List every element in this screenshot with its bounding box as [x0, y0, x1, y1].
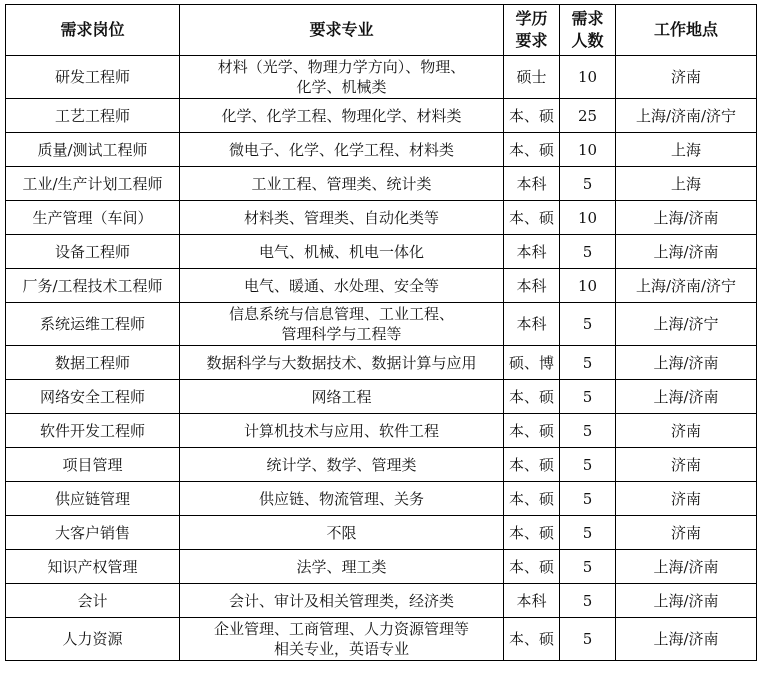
cell-major: [180, 201, 504, 235]
cell-education: 本科: [504, 303, 560, 346]
cell-count: 5: [560, 584, 616, 618]
header-major: 要求专业: [180, 5, 504, 56]
cell-major: [180, 380, 504, 414]
cell-major-line: 企业管理、工商管理、人力资源管理等: [213, 620, 469, 638]
cell-position: 人力资源: [6, 618, 180, 661]
header-location: 工作地点: [616, 5, 757, 56]
table-row: [6, 133, 757, 167]
cell-position: 数据工程师: [6, 346, 180, 380]
cell-location: 济南: [616, 414, 757, 448]
cell-location: 上海: [616, 167, 757, 201]
cell-education: 本科: [504, 235, 560, 269]
cell-count: 25: [560, 99, 616, 133]
cell-position: 会计: [6, 584, 180, 618]
cell-location: 上海/济南: [616, 346, 757, 380]
cell-count: 5: [560, 167, 616, 201]
cell-major-line: 信息系统与信息管理、工业工程、: [228, 305, 454, 323]
cell-major-line: 材料类、管理类、自动化类等: [243, 208, 439, 227]
table-row: [6, 618, 757, 661]
cell-major: [180, 235, 504, 269]
table-row: [6, 201, 757, 235]
cell-location: 上海/济南/济宁: [616, 99, 757, 133]
cell-major: [180, 516, 504, 550]
table-row: [6, 448, 757, 482]
cell-location: 上海/济南: [616, 380, 757, 414]
cell-position: 知识产权管理: [6, 550, 180, 584]
header-row: [6, 5, 757, 56]
cell-position: 网络安全工程师: [6, 380, 180, 414]
cell-major-line: 数据科学与大数据技术、数据计算与应用: [206, 353, 477, 372]
cell-position: 设备工程师: [6, 235, 180, 269]
table-row: [6, 550, 757, 584]
cell-major-line: 工业工程、管理类、统计类: [251, 174, 432, 193]
table-body: [6, 56, 757, 661]
cell-major: [180, 133, 504, 167]
cell-location: 上海/济南: [616, 618, 757, 661]
cell-education: 本、硕: [504, 482, 560, 516]
cell-education: 硕士: [504, 56, 560, 99]
table-row: [6, 235, 757, 269]
cell-education: 本、硕: [504, 380, 560, 414]
cell-education: 本、硕: [504, 99, 560, 133]
table-header: [6, 5, 757, 56]
cell-count: 5: [560, 482, 616, 516]
cell-major-line: 不限: [326, 523, 357, 542]
cell-major-line: 化学、化学工程、物理化学、材料类: [221, 106, 462, 125]
cell-major: [180, 99, 504, 133]
cell-major: [180, 448, 504, 482]
cell-education: 本科: [504, 584, 560, 618]
cell-location: 济南: [616, 56, 757, 99]
cell-major-line: 材料（光学、物理力学方向）、物理、: [217, 58, 466, 76]
cell-major: [180, 269, 504, 303]
cell-count: 5: [560, 235, 616, 269]
cell-major: [180, 303, 504, 346]
cell-count: 10: [560, 269, 616, 303]
cell-major: [180, 550, 504, 584]
header-education-line: 学历: [515, 9, 548, 28]
cell-major-line: 电气、机械、机电一体化: [258, 242, 424, 261]
cell-major-line: 网络工程: [311, 387, 372, 406]
cell-location: 上海/济宁: [616, 303, 757, 346]
cell-position: 系统运维工程师: [6, 303, 180, 346]
cell-education: 本、硕: [504, 516, 560, 550]
cell-location: 济南: [616, 482, 757, 516]
cell-location: 上海/济南: [616, 201, 757, 235]
cell-education: 本、硕: [504, 448, 560, 482]
cell-count: 5: [560, 346, 616, 380]
cell-count: 5: [560, 380, 616, 414]
cell-position: 生产管理（车间）: [6, 201, 180, 235]
table-row: [6, 346, 757, 380]
header-count-line: 人数: [571, 31, 604, 50]
cell-education: 本、硕: [504, 414, 560, 448]
cell-position: 厂务/工程技术工程师: [6, 269, 180, 303]
cell-count: 5: [560, 516, 616, 550]
cell-location: 上海/济南: [616, 550, 757, 584]
table-row: [6, 584, 757, 618]
cell-count: 5: [560, 550, 616, 584]
cell-major-line: 计算机技术与应用、软件工程: [243, 421, 439, 440]
cell-position: 大客户销售: [6, 516, 180, 550]
cell-major: [180, 56, 504, 99]
cell-major-line: 会计、审计及相关管理类，经济类: [228, 591, 454, 610]
table-row: [6, 99, 757, 133]
cell-count: 5: [560, 414, 616, 448]
table-row: [6, 516, 757, 550]
cell-location: 上海/济南: [616, 584, 757, 618]
cell-position: 质量/测试工程师: [6, 133, 180, 167]
header-count-line: 需求: [571, 9, 604, 28]
cell-major-line: 微电子、化学、化学工程、材料类: [228, 140, 454, 159]
table-row: [6, 482, 757, 516]
cell-education: 本、硕: [504, 550, 560, 584]
cell-major: [180, 618, 504, 661]
header-position: 需求岗位: [6, 5, 180, 56]
cell-education: 本、硕: [504, 133, 560, 167]
table-row: [6, 167, 757, 201]
cell-location: 济南: [616, 448, 757, 482]
cell-count: 10: [560, 133, 616, 167]
table-row: [6, 303, 757, 346]
cell-location: 上海/济南/济宁: [616, 269, 757, 303]
cell-count: 5: [560, 448, 616, 482]
table-row: [6, 414, 757, 448]
header-education-line: 要求: [515, 31, 548, 50]
cell-position: 软件开发工程师: [6, 414, 180, 448]
job-requirements-table: [5, 4, 757, 661]
cell-location: 上海: [616, 133, 757, 167]
cell-major-line: 化学、机械类: [296, 78, 387, 96]
cell-major: [180, 346, 504, 380]
cell-position: 供应链管理: [6, 482, 180, 516]
cell-major-line: 管理科学与工程等: [281, 325, 402, 343]
cell-location: 上海/济南: [616, 235, 757, 269]
cell-education: 本科: [504, 269, 560, 303]
table-row: [6, 380, 757, 414]
cell-position: 工业/生产计划工程师: [6, 167, 180, 201]
cell-major-line: 供应链、物流管理、关务: [258, 489, 424, 508]
header-education: [504, 5, 560, 56]
header-count: [560, 5, 616, 56]
cell-position: 项目管理: [6, 448, 180, 482]
cell-major: [180, 167, 504, 201]
cell-location: 济南: [616, 516, 757, 550]
cell-education: 本、硕: [504, 618, 560, 661]
cell-position: 研发工程师: [6, 56, 180, 99]
cell-major-line: 法学、理工类: [296, 557, 387, 576]
cell-major: [180, 414, 504, 448]
cell-count: 5: [560, 303, 616, 346]
cell-count: 5: [560, 618, 616, 661]
cell-major-line: 相关专业，英语专业: [273, 640, 409, 658]
cell-major-line: 统计学、数学、管理类: [266, 455, 417, 474]
cell-major-line: 电气、暖通、水处理、安全等: [243, 276, 439, 295]
cell-education: 本、硕: [504, 201, 560, 235]
table-row: [6, 56, 757, 99]
cell-count: 10: [560, 201, 616, 235]
cell-major: [180, 482, 504, 516]
cell-count: 10: [560, 56, 616, 99]
cell-position: 工艺工程师: [6, 99, 180, 133]
cell-education: 硕、博: [504, 346, 560, 380]
cell-major: [180, 584, 504, 618]
table-row: [6, 269, 757, 303]
cell-education: 本科: [504, 167, 560, 201]
